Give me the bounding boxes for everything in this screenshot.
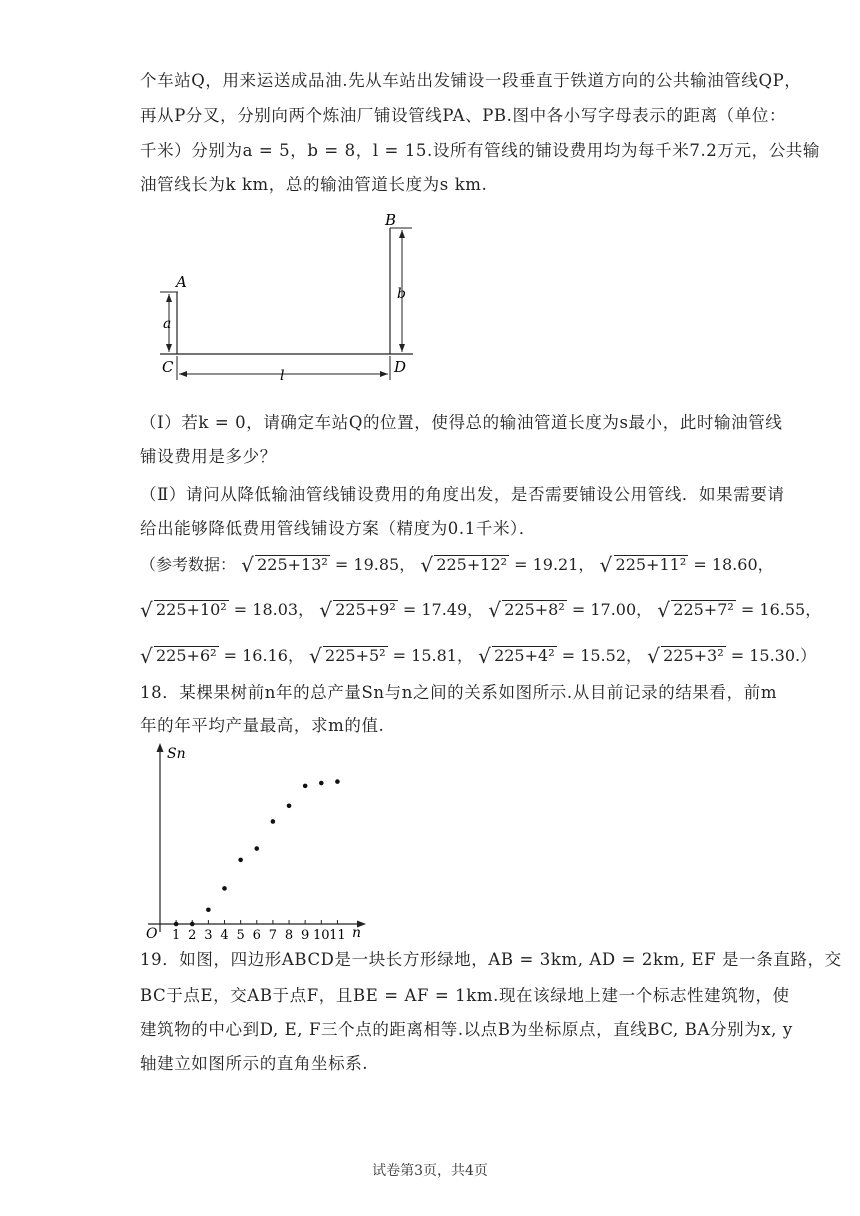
x-tick-label: 4 — [220, 928, 229, 943]
x-tick-label: 6 — [252, 928, 261, 943]
arrow-b-down — [399, 344, 405, 352]
value-10: 18.03 — [252, 600, 299, 619]
problem-18-line-1: 18．某棵果树前n年的总产量Sn与n之间的关系如图所示.从目前记录的结果看，前m — [140, 683, 778, 702]
problem-17-text-line-2: 再从P分叉，分别向两个炼油厂铺设管线PA、PB.图中各小写字母表示的距离（单位： — [140, 106, 787, 125]
x-tick-label: 5 — [236, 928, 245, 943]
origin-label: O — [146, 926, 158, 942]
arrow-b-up — [399, 230, 405, 238]
sqrt-5: √ 225+5² — [309, 644, 386, 668]
data-point — [303, 784, 308, 789]
label-d-point: D — [394, 358, 407, 376]
reference-row-3: √ 225+6² = 16.16， √ 225+5² = 15.81， √ 225+4² = 15.52， √ 225+3² = 15.30.） — [140, 644, 817, 668]
problem-18-line-2: 年的年平均产量最高，求m的值. — [140, 716, 385, 735]
question-ii-line-1: （Ⅱ）请问从降低输油管线铺设费用的角度出发，是否需要铺设公用管线．如果需要请 — [140, 485, 785, 504]
value-7: 16.55 — [759, 600, 806, 619]
data-point — [335, 779, 340, 784]
value-9: 17.49 — [421, 600, 468, 619]
question-i-line-2: 铺设费用是多少？ — [140, 447, 277, 466]
reference-row-2: √ 225+10² = 18.03， √ 225+9² = 17.49， √ 225+8² = 17.00， √ 225+7² = 16.55， — [140, 598, 822, 622]
data-point — [287, 804, 292, 809]
x-tick-label: 9 — [301, 928, 310, 943]
data-point — [222, 886, 227, 891]
y-axis-arrow — [157, 743, 164, 752]
sqrt-7: √ 225+7² — [657, 598, 734, 622]
arrow-a-up — [166, 294, 172, 302]
x-tick-label: 10 — [313, 928, 330, 943]
label-c-point: C — [162, 358, 174, 376]
sqrt-11: √ 225+11² — [599, 553, 687, 577]
arrow-l-right — [380, 371, 388, 377]
x-tick-label: 7 — [268, 928, 278, 943]
page-footer: 试卷第3页，共4页 — [372, 1163, 488, 1179]
reference-prefix: （参考数据： — [140, 555, 237, 574]
data-point — [206, 907, 211, 912]
question-i-line-1: （Ⅰ）若k = 0，请确定车站Q的位置，使得总的输油管道长度为s最小，此时输油管线 — [140, 413, 783, 432]
reference-suffix: .） — [795, 646, 817, 665]
problem-19-line-4: 轴建立如图所示的直角坐标系. — [140, 1054, 369, 1073]
sqrt-13: √ 225+13² — [241, 553, 328, 577]
pipeline-diagram — [150, 208, 430, 388]
problem-17-text-line-3: 千米）分别为a = 5，b = 8，l = 15.设所有管线的铺设费用均为每千米7.2万元，公共输 — [140, 141, 820, 160]
data-point — [319, 781, 324, 786]
sqrt-4: √ 225+4² — [478, 644, 555, 668]
value-6: 16.16 — [242, 646, 288, 665]
reference-row-1: （参考数据： √ 225+13² = 19.85， √ 225+12² = 19.21， √ 225+11² = 18.60， — [140, 553, 774, 577]
sqrt-12: √ 225+12² — [420, 553, 508, 577]
x-tick-label: 1 — [171, 928, 181, 943]
arrow-a-down — [166, 344, 172, 352]
data-point — [271, 819, 276, 824]
x-tick-label: 11 — [329, 928, 346, 943]
problem-19-line-3: 建筑物的中心到D, E, F三个点的距离相等.以点B为坐标原点，直线BC, BA分别为x, y — [140, 1020, 793, 1039]
problem-17-text-line-1: 个车站Q，用来运送成品油.先从车站出发铺设一段垂直于铁道方向的公共输油管线QP， — [140, 71, 802, 90]
x-tick-label: 3 — [204, 928, 213, 943]
label-l-length: l — [280, 368, 285, 384]
label-b-length: b — [397, 286, 406, 302]
value-11: 18.60 — [711, 555, 758, 574]
data-point — [238, 858, 243, 863]
value-13: 19.85 — [353, 555, 400, 574]
y-axis-label: Sn — [167, 746, 186, 762]
question-ii-line-2: 给出能够降低费用管线铺设方案（精度为0.1千米）． — [140, 519, 536, 538]
data-point — [190, 922, 195, 927]
arrow-l-left — [179, 371, 187, 377]
value-3: 15.30 — [749, 646, 796, 665]
problem-19-line-1: 19．如图，四边形ABCD是一块长方形绿地，AB = 3km, AD = 2km, EF 是一条直路，交 — [140, 950, 842, 969]
sqrt-10: √ 225+10² — [140, 598, 227, 622]
x-axis-label: n — [352, 925, 362, 941]
value-4: 15.52 — [580, 646, 626, 665]
problem-19-line-2: BC于点E，交AB于点F，且BE = AF = 1km.现在该绿地上建一个标志性建筑物，使 — [140, 986, 790, 1005]
label-b-point: B — [385, 211, 397, 229]
data-point — [174, 922, 179, 927]
value-8: 17.00 — [590, 600, 637, 619]
sqrt-3: √ 225+3² — [647, 644, 724, 668]
value-12: 19.21 — [532, 555, 579, 574]
sqrt-6: √ 225+6² — [140, 644, 217, 668]
x-tick-label: 2 — [188, 928, 197, 943]
sqrt-8: √ 225+8² — [488, 598, 565, 622]
x-tick-label: 8 — [284, 928, 294, 943]
data-point — [254, 846, 259, 851]
label-a-point: A — [176, 273, 187, 291]
yield-scatter-chart — [140, 738, 380, 943]
value-5: 15.81 — [411, 646, 457, 665]
problem-17-text-line-4: 油管线长为k km，总的输油管道长度为s km. — [140, 175, 488, 194]
label-a-length: a — [163, 316, 172, 332]
sqrt-9: √ 225+9² — [319, 598, 396, 622]
